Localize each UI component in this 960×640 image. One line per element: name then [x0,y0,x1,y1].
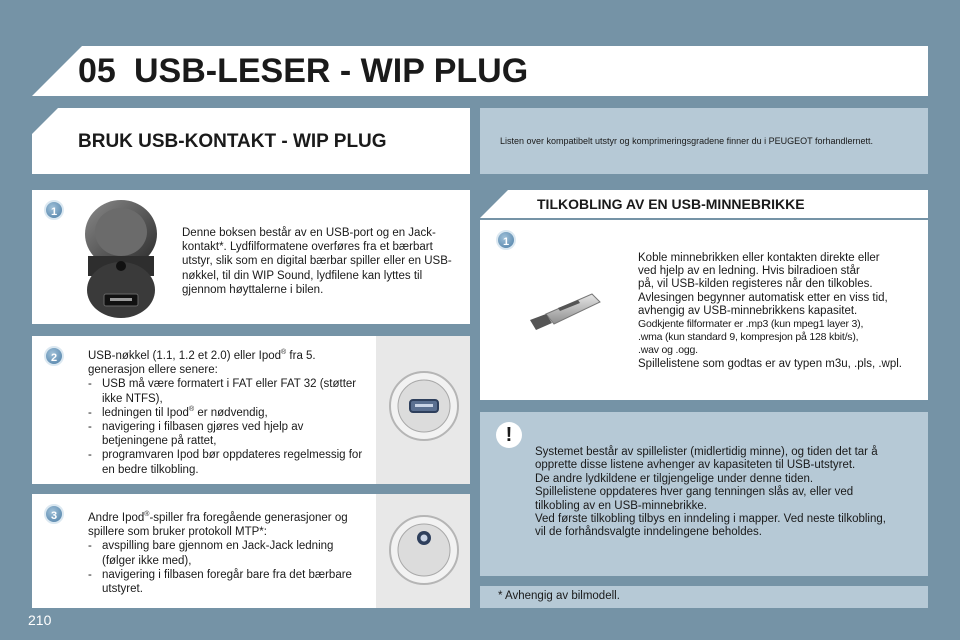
right-text [638,252,924,371]
block-2-text [88,349,366,477]
right-line: Avlesingen begynner automatisk etter en viss tid, [638,291,888,304]
section-corner [32,108,58,134]
block-1-text: Denne boksen består av en USB-port og en Jack-kontakt*. Lydfilformatene overføres fra et bærbart utstyr, slik som en digital bærbar spiller eller en USB-nøkkel, til din WIP Sound, lydfilene kan lyttes til gjennom høyttalerne i bilen. [182,227,452,296]
usb-stick-illustration [522,288,604,334]
warning-line: Spillelistene oppdateres hver gang tenningen slås av, eller ved [535,486,854,499]
right-line: Koble minnebrikken eller kontakten direkte eller [638,252,880,264]
right-format-line: .wav og .ogg. [638,344,698,357]
badge-right-1: 1 [496,230,516,250]
block-3-item: - navigering i filbasen foregår bare fra det bærbare utstyret. [88,568,366,596]
badge-3: 3 [44,504,64,524]
jack-port-illustration [386,512,462,588]
usb-port-illustration [386,368,462,444]
block-3-intro: Andre Ipod®-spiller fra foregående generasjoner og spillere som bruker protokoll MTP*: [88,511,348,539]
page-number: 210 [28,612,52,628]
footnote: * Avhengig av bilmodell. [498,590,620,602]
section-title: BRUK USB-KONTAKT - WIP PLUG [78,131,387,152]
block-3-item: - avspilling bare gjennom en Jack-Jack ledning (følger ikke med), [88,539,366,567]
warning-line: opprette disse listene avhenger av kapasiteten til USB-utstyret. [535,459,856,472]
right-line: på, vil USB-kilden registeres når den tilkobles. [638,278,873,291]
warning-line: Systemet består av spillelister (midlertidig minne), og tiden det tar å [535,446,878,458]
block-2-intro: USB-nøkkel (1.1, 1.2 et 2.0) eller Ipod® fra 5. generasjon ellere senere: [88,349,316,377]
info-text: Listen over kompatibelt utstyr og komprimeringsgradene finner du i PEUGEOT forhandlernett. [500,136,874,146]
right-line: avhengig av USB-minnebrikkens kapasitet. [638,304,858,317]
right-section-corner [480,190,508,218]
block-3-text [88,511,366,596]
block-2-item: - programvaren Ipod bør oppdateres regelmessig for en bedre tilkobling. [88,448,366,476]
header-corner [32,46,82,96]
warning-line: De andre lydkildene er tilgjengelige under denne tiden. [535,472,814,485]
chapter-number: 05 [78,52,116,90]
block-2-item: - navigering i filbasen gjøres ved hjelp av betjeningene på rattet, [88,420,366,448]
block-2-item: - ledningen til Ipod® er nødvendig, [88,406,366,420]
right-format-line: Godkjente filformater er .mp3 (kun mpeg1 layer 3), [638,318,864,331]
right-line: ved hjelp av en ledning. Hvis bilradioen står [638,265,860,278]
right-section-title: TILKOBLING AV EN USB-MINNEBRIKKE [537,196,805,212]
right-playlist-line: Spillelistene som godtas er av typen m3u, .pls, .wpl. [638,357,902,370]
page-title: USB-LESER - WIP PLUG [134,52,529,90]
warning-icon: ! [496,422,522,448]
block-2-item: - USB må være formatert i FAT eller FAT 32 (støtter ikke NTFS), [88,377,366,405]
warning-line: Ved første tilkobling tilbys en inndeling i mapper. Ved neste tilkobling, [535,513,886,526]
right-format-line: .wma (kun standard 9, kompresjon på 128 kbit/s), [638,331,859,344]
warning-line: vil de forhåndsvalgte inndelingene beholdes. [535,526,762,539]
warning-line: tilkobling av en USB-minnebrikke. [535,499,707,512]
warning-text [535,446,923,540]
badge-1: 1 [44,200,64,220]
usb-jack-box-illustration [78,196,164,320]
badge-2: 2 [44,346,64,366]
